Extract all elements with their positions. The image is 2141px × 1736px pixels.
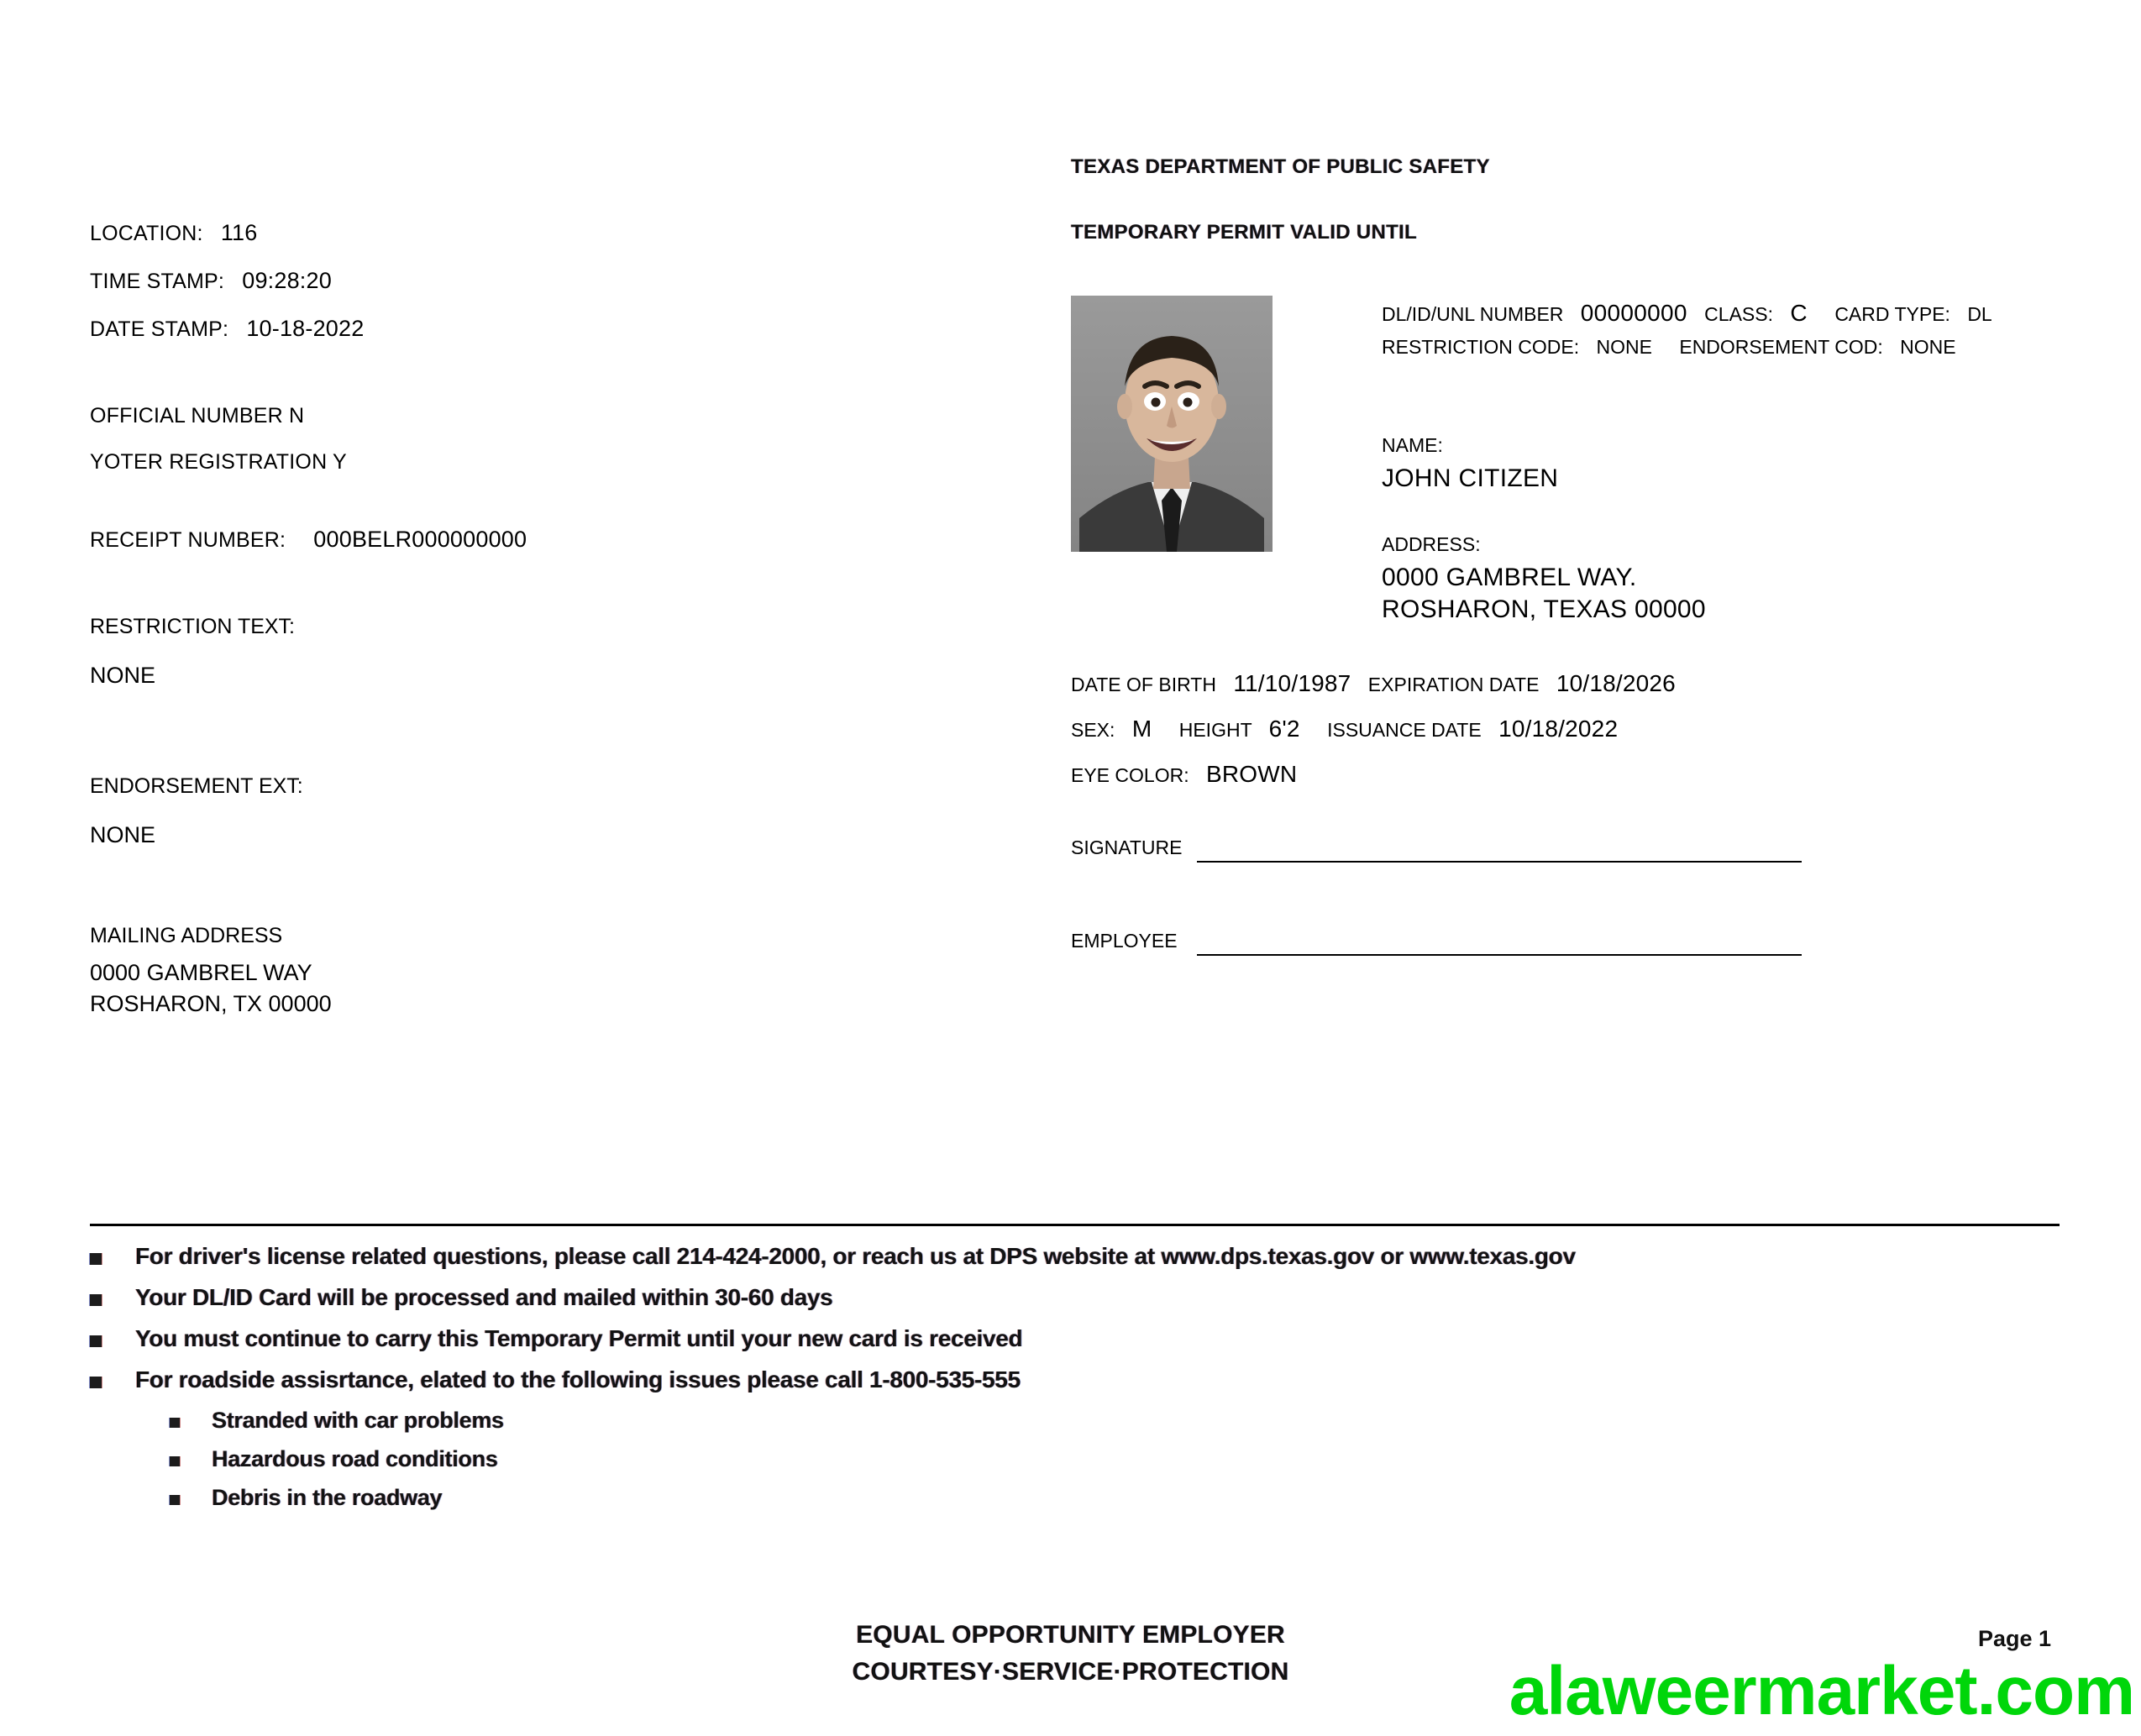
receipt-number-row [90,527,972,553]
voter-registration-row: YOTER REGISTRATION Y [90,450,347,474]
address-block [1382,533,2062,624]
issuance-value: 10/18/2022 [1498,716,1619,742]
location-value: 116 [220,220,258,245]
card-type-label: CARD TYPE: [1834,303,1950,325]
dl-number-value: 00000000 [1580,300,1687,326]
dl-number-label: DL/ID/UNL NUMBER [1382,303,1564,325]
footer-line-1: EQUAL OPPORTUNITY EMPLOYER [856,1621,1285,1649]
note-text: Your DL/ID Card will be processed and mailed within 30-60 days [135,1284,833,1310]
permit-title: TEMPORARY PERMIT VALID UNTIL [1071,221,1417,244]
signature-row [1071,837,2062,863]
notes-list [90,1243,2022,1524]
endorsement-ext-value: NONE [90,822,156,847]
name-value: JOHN CITIZEN [1382,464,1559,492]
sub-note-text: Stranded with car problems [212,1408,504,1433]
endorsement-ext-label: ENDORSEMENT EXT: [90,774,303,798]
name-block [1382,434,2062,493]
official-number-row: OFFICIAL NUMBER N [90,404,305,427]
sex-label: SEX: [1071,719,1115,741]
sub-note-item [170,1446,2022,1472]
note-text: For roadside assisrtance, elated to the following issues please call 1-800-535-555 [135,1366,1021,1392]
restriction-code-line [1382,336,2062,359]
left-info-column [90,220,972,1022]
eye-color-value: BROWN [1206,761,1298,787]
restriction-code-value: NONE [1596,336,1652,358]
sub-note-item [170,1408,2022,1434]
endorsement-code-label: ENDORSEMENT COD: [1679,336,1883,358]
signature-label: SIGNATURE [1071,837,1183,858]
permit-card-column [1071,155,2062,956]
address-line1: 0000 GAMBREL WAY. [1382,564,1637,591]
dob-label: DATE OF BIRTH [1071,674,1216,695]
time-stamp-row [90,268,972,294]
time-stamp-value: 09:28:20 [242,268,332,293]
department-title: TEXAS DEPARTMENT OF PUBLIC SAFETY [1071,155,1490,178]
eye-color-line [1071,761,2062,788]
note-item [90,1366,2022,1393]
receipt-number-value: 000BELR000000000 [313,527,527,552]
restriction-code-label: RESTRICTION CODE: [1382,336,1580,358]
mailing-address-line1: 0000 GAMBREL WAY [90,960,312,985]
dl-number-line [1382,300,2062,327]
sub-note-text: Hazardous road conditions [212,1446,498,1471]
card-fields [1382,275,2062,624]
address-line2: ROSHARON, TEXAS 00000 [1382,595,1706,623]
watermark: alaweermarket.com [1509,1653,2134,1729]
employee-row [1071,930,2062,956]
date-stamp-label: DATE STAMP: [90,317,229,341]
roadside-sub-notes [170,1408,2022,1511]
dob-value: 11/10/1987 [1233,670,1351,696]
employee-label: EMPLOYEE [1071,930,1178,952]
card-type-value: DL [1967,303,1992,325]
bullet-icon [90,1377,102,1388]
note-item [90,1284,2022,1311]
height-label: HEIGHT [1178,719,1252,741]
height-value: 6'2 [1268,716,1300,742]
footer-line-2: COURTESY·SERVICE·PROTECTION [852,1658,1289,1686]
date-stamp-value: 10-18-2022 [246,316,365,341]
location-row [90,220,972,246]
expiration-label: EXPIRATION DATE [1367,674,1540,695]
time-stamp-label: TIME STAMP: [90,270,225,293]
note-item [90,1243,2022,1270]
bullet-icon [170,1418,180,1428]
bullet-icon [90,1294,102,1306]
class-value: C [1790,300,1808,326]
bullet-icon [90,1253,102,1265]
page-number: Page 1 [1977,1626,2051,1651]
dob-expiration-line [1071,670,2062,697]
note-text: You must continue to carry this Temporary Permit until your new card is received [135,1325,1023,1351]
issuance-label: ISSUANCE DATE [1327,719,1482,741]
bullet-icon [170,1456,180,1466]
restriction-text-label: RESTRICTION TEXT: [90,615,296,638]
date-stamp-row [90,316,972,342]
address-label: ADDRESS: [1382,533,1481,555]
bullet-icon [90,1335,102,1347]
bullet-icon [170,1495,180,1505]
receipt-number-label: RECEIPT NUMBER: [90,528,286,552]
card-area [1071,275,2062,624]
detail-block [1071,670,2062,788]
name-label: NAME: [1382,434,1443,456]
mailing-address-label: MAILING ADDRESS [90,924,283,947]
class-label: CLASS: [1704,303,1773,325]
signature-line[interactable] [1197,861,1802,863]
location-label: LOCATION: [90,222,203,245]
employee-line[interactable] [1197,954,1802,956]
eye-color-label: EYE COLOR: [1071,764,1189,786]
section-divider [90,1224,2060,1226]
expiration-value: 10/18/2026 [1556,670,1676,696]
sub-note-text: Debris in the roadway [212,1485,443,1510]
portrait-photo [1071,296,1273,552]
endorsement-code-value: NONE [1900,336,1956,358]
note-item [90,1325,2022,1352]
mailing-address-line2: ROSHARON, TX 00000 [90,991,332,1016]
sub-note-item [170,1485,2022,1511]
restriction-text-value: NONE [90,663,156,688]
sex-height-issuance-line [1071,716,2062,742]
note-text: For driver's license related questions, please call 214-424-2000, or reach us at DPS website at www.dps.texas.gov or www.texas.gov [135,1243,1576,1269]
sex-value: M [1131,716,1152,742]
